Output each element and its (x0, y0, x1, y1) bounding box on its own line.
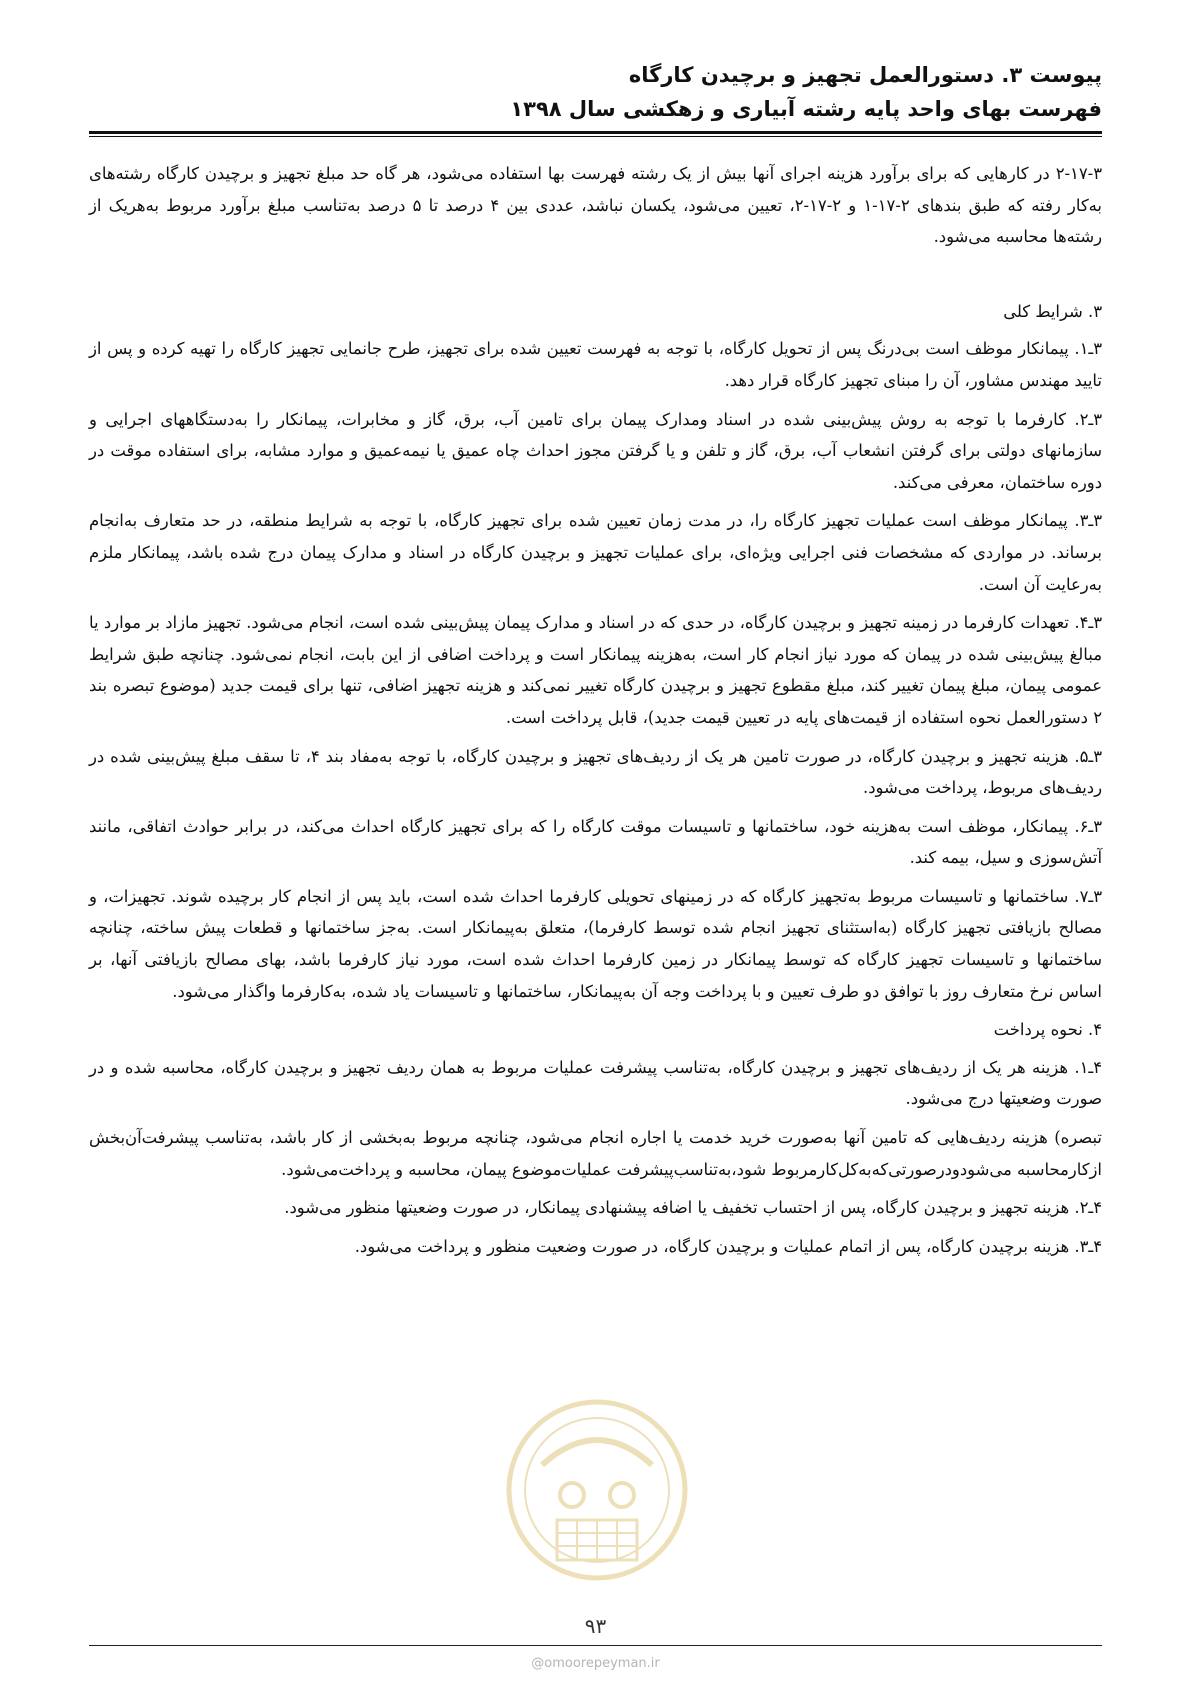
section-3-heading: ۳. شرایط کلی (1003, 301, 1102, 321)
section-4-note: تبصره) هزینه ردیف‌هایی که تامین آنها به‌صورت خرید خدمت یا اجاره انجام می‌شود، چنانچه مربوط به‌بخشی از کار باشد، به‌تناسب پیشرفت‌آن‌بخش ازکارمحاسبه می‌شودودرصورتی‌که‌به‌کل‌کارمربوط شود،به‌تناسب‌پیشرفت عملیات‌موضوع پیمان، محاسبه و پرداخت‌می‌شود. (89, 1128, 1102, 1179)
appendix-title: پیوست ۳. دستورالعمل تجهیز و برچیدن کارگاه (628, 63, 1102, 87)
page-number: ۹۳ (584, 1614, 607, 1638)
price-list-title: فهرست بهای واحد پایه رشته آبیاری و زهکشی سال ۱۳۹۸ (510, 97, 1102, 121)
section-4-heading: ۴. نحوه پرداخت (993, 1020, 1102, 1040)
section-4-item-1: ۴ـ۱. هزینه هر یک از ردیف‌های تجهیز و برچیدن کارگاه، به‌تناسب پیشرفت عملیات مربوط به همان ردیف تجهیز و برچیدن کارگاه، محاسبه شده و در صورت وضعیتها درج می‌شود. (89, 1057, 1102, 1109)
section-3-item-4: ۳ـ۴. تعهدات کارفرما در زمینه تجهیز و برچیدن کارگاه، در حدی که در اسناد و مدارک پیمان پیش‌بینی شده است، انجام می‌شود. تجهیز مازاد بر موارد یا مبالغ پیش‌بینی شده در پیمان که مورد نیاز انجام کار است، به‌هزینه پیمانکار است و پرداخت اضافی از این بابت، انجام نمی‌شود. چنانچه طبق شرایط عمومی پیمان، مبلغ پیمان تغییر کند، مبلغ مقطوع تجهیز و برچیدن کارگاه تغییر نمی‌کند و هزینه تجهیز اضافی، تنها برای قیمت جدید (موضوع تبصره بند ۲ دستورالعمل نحوه استفاده از قیمت‌های پایه در تعیین قیمت جدید)، قابل پرداخت است. (89, 613, 1102, 727)
seal-watermark-icon (502, 1395, 692, 1605)
footer-rule (89, 1645, 1102, 1646)
section-3-item-1: ۳ـ۱. پیمانکار موظف است بی‌درنگ پس از تحویل کارگاه، با توجه به فهرست تعیین شده برای تجهیز، طرح جانمایی تجهیز کارگاه را تهیه کرده و پس از تایید مهندس مشاور، آن را مبنای تجهیز کارگاه قرار دهد. (89, 339, 1102, 390)
document-body (89, 158, 1102, 1269)
section-4-item-3: ۴ـ۳. هزینه برچیدن کارگاه، پس از اتمام عملیات و برچیدن کارگاه، در صورت وضعیت منظور و پرداخت می‌شود. (354, 1236, 1102, 1256)
section-3-item-3: ۳ـ۳. پیمانکار موظف است عملیات تجهیز کارگاه را، در مدت زمان تعیین شده برای تجهیز کارگاه، با توجه به شرایط منطقه، در حد متعارف به‌انجام برساند. در مواردی که مشخصات فنی اجرایی ویژه‌ای، برای عملیات تجهیز و برچیدن کارگاه در اسناد و مدارک پیمان درج شده باشد، پیمانکار ملزم به‌رعایت آن است. (89, 511, 1102, 594)
watermark-url: @omoorepeyman.ir (531, 1656, 660, 1671)
header-rule-thick (89, 131, 1102, 134)
intro-paragraph: ۲-۱۷-۳ در کارهایی که برای برآورد هزینه اجرای آنها بیش از یک رشته فهرست بها استفاده می‌شود، هر گاه حد مبلغ تجهیز و برچیدن کارگاه رشته‌های به‌کار رفته که طبق بندهای ۲-۱۷-۱ و ۲-۱۷-۲، تعیین می‌شود، یکسان نباشد، عددی بین ۴ درصد تا ۵ درصد به‌تناسب مبلغ برآورد مربوط به‌هریک از رشته‌ها محاسبه می‌شود. (89, 164, 1102, 247)
section-3-item-7: ۳ـ۷. ساختمانها و تاسیسات مربوط به‌تجهیز کارگاه که در زمینهای تحویلی کارفرما احداث شده است، باید پس از انجام کار برچیده شوند. تجهیزات، و مصالح بازیافتی تجهیز کارگاه (به‌استثنای تجهیز انجام شده توسط کارفرما)، متعلق به‌پیمانکار است. به‌جز ساختمانها و قطعات پیش ساخته، چنانچه ساختمانها و تاسیسات تجهیز کارگاه که توسط پیمانکار در زمین کارفرما احداث شده است، مورد نیاز کارفرما باشد، بهای مصالح بازیافتی آنها، بر اساس نرخ متعارف روز با توافق دو طرف تعیین و با پرداخت وجه آن به‌پیمانکار، ساختمانها و تاسیسات یاد شده، به‌کارفرما واگذار می‌شود. (89, 886, 1102, 1001)
section-3-item-6: ۳ـ۶. پیمانکار، موظف است به‌هزینه خود، ساختمانها و تاسیسات موقت کارگاه را که برای تجهیز کارگاه احداث می‌کند، در برابر حوادث اتفاقی، مانند آتش‌سوزی و سیل، بیمه کند. (89, 816, 1102, 868)
section-3-item-2: ۳ـ۲. کارفرما با توجه به روش پیش‌بینی شده در اسناد ومدارک پیمان برای تامین آب، برق، گاز و مخابرات، پیمانکار را به‌دستگاههای اجرایی و سازمانهای دولتی برای گرفتن انشعاب آب، برق، گاز و تلفن و یا گرفتن مجوز احداث چاه عمیق یا نیمه‌عمیق و موارد مشابه، برای استفاده موقت در دوره ساختمان، معرفی می‌کند. (89, 409, 1102, 492)
section-3-item-5: ۳ـ۵. هزینه تجهیز و برچیدن کارگاه، در صورت تامین هر یک از ردیف‌های تجهیز و برچیدن کارگاه، با توجه به‌مفاد بند ۴، تا سقف مبلغ پیش‌بینی شده در ردیف‌های مربوط، پرداخت می‌شود. (89, 746, 1102, 798)
section-4-item-2: ۴ـ۲. هزینه تجهیز و برچیدن کارگاه، پس از احتساب تخفیف یا اضافه پیشنهادی پیمانکار، در صورت وضعیتها منظور می‌شود. (284, 1198, 1102, 1218)
header-rule-thin (89, 136, 1102, 137)
page-header (89, 58, 1102, 126)
